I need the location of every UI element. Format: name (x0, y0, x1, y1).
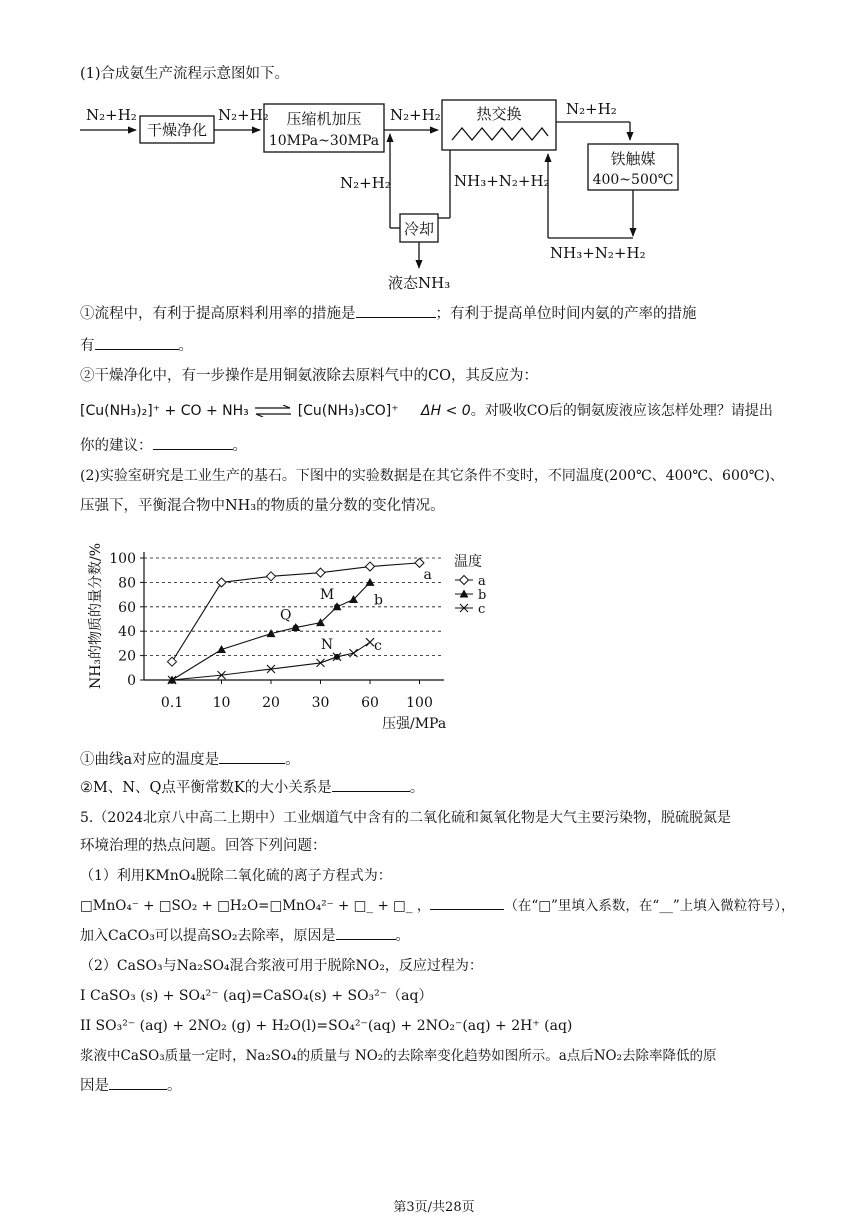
equation-line (80, 401, 773, 421)
marker-diamond (168, 657, 177, 666)
flow-diagram (70, 88, 710, 298)
q5-caco3-end: 。 (395, 928, 410, 944)
q2a-text-2: 。 (285, 752, 300, 768)
label-in-gas: N₂+H₂ (86, 106, 137, 124)
q5-part2: （2）CaSO₃与Na₂SO₄混合浆液可用于脱除NO₂，反应过程为： (80, 958, 483, 974)
label-gas-after-compress: N₂+H₂ (390, 106, 441, 124)
q5-reaction-2: II SO₃²⁻ (aq) + 2NO₂ (g) + H₂O(l)=SO₄²⁻(aq) + 2NO₂⁻(aq) + 2H⁺ (aq) (80, 1018, 573, 1034)
q5-last-text: 因是 (80, 1078, 109, 1094)
y-tick-label: 40 (118, 624, 136, 641)
marker-dot (293, 625, 299, 631)
answer-blank[interactable] (95, 349, 179, 350)
q2b-text-1: ②M、N、Q点平衡常数K的大小关系是 (80, 780, 332, 796)
marker-diamond (460, 576, 469, 585)
x-tick-label: 0.1 (160, 695, 184, 711)
q1a-text-1: ①流程中，有利于提高原料利用率的措施是 (80, 306, 356, 322)
y-tick-label: 80 (118, 575, 136, 592)
q5-eq-text: □MnO₄⁻ + □SO₂ + □H₂O=□MnO₄²⁻ + □_ + □_ ， (80, 898, 431, 914)
nh3-chart (74, 524, 514, 738)
q5-eq-hint: （在“□”里填入系数，在“__”上填入微粒符号）， (504, 898, 795, 914)
marker-diamond (267, 572, 276, 581)
label-dry: 干燥净化 (146, 121, 208, 139)
page-footer: 第3页/共28页 (393, 1200, 475, 1215)
equation-left: [Cu(NH₃)₂]⁺ + CO + NH₃ (80, 403, 249, 419)
y-tick-label: 20 (118, 648, 136, 665)
label-mix-down: NH₃+N₂+H₂ (454, 172, 550, 190)
answer-blank[interactable] (356, 317, 436, 318)
q1b-text-1: 你的建议： (80, 438, 153, 454)
marker-cross (366, 638, 374, 646)
series-label-a: a (423, 566, 432, 583)
q5-reaction-1: I CaSO₃ (s) + SO₄²⁻ (aq)=CaSO₄(s) + SO₃²⁻（aq） (80, 988, 433, 1004)
q5-line1: 5.（2024北京八中高二上期中）工业烟道气中含有的二氧化硫和氮氧化物是大气主要污染物，脱硫脱氮是 (80, 810, 731, 826)
q2a-line (80, 750, 300, 770)
answer-blank[interactable] (332, 791, 410, 792)
answer-blank[interactable] (153, 449, 233, 450)
marker-dot (334, 604, 340, 610)
answer-blank[interactable] (336, 939, 396, 940)
q1a-line2 (80, 336, 193, 356)
annotation-Q: Q (280, 607, 292, 624)
q2a-text-1: ①曲线a对应的温度是 (80, 752, 220, 768)
q1b-line3 (80, 436, 247, 456)
series-label-c: c (374, 638, 382, 655)
y-tick-label: 60 (118, 599, 136, 616)
x-tick-label: 10 (212, 695, 231, 711)
label-return-gas: N₂+H₂ (340, 174, 391, 192)
label-catalyst-2: 400~500℃ (592, 172, 674, 188)
x-tick-label: 100 (406, 695, 433, 711)
answer-blank[interactable] (430, 909, 504, 910)
annotation-N: N (320, 636, 334, 653)
equation-dh: ΔH < 0 (421, 403, 471, 419)
q2-line1: (2)实验室研究是工业生产的基石。下图中的实验数据是在其它条件不变时，不同温度(200℃、400℃、600℃)、 (80, 468, 784, 484)
q2b-line (80, 778, 424, 798)
marker-diamond (217, 578, 226, 587)
label-gas-to-catalyst: N₂+H₂ (566, 100, 617, 118)
q5-equation-line (80, 896, 794, 916)
series-label-b: b (374, 592, 383, 609)
label-gas-after-dry: N₂+H₂ (218, 106, 269, 124)
marker-diamond (366, 562, 375, 571)
q5-line2: 环境治理的热点问题。回答下列问题： (80, 838, 327, 854)
q2-line2: 压强下，平衡混合物中NH₃的物质的量分数的变化情况。 (80, 498, 445, 514)
label-cool: 冷却 (403, 220, 435, 238)
q5-part1: （1）利用KMnO₄脱除二氧化硫的离子方程式为： (80, 868, 392, 884)
label-catalyst-1: 铁触媒 (610, 150, 656, 168)
label-mix-bottom: NH₃+N₂+H₂ (550, 244, 646, 262)
answer-blank[interactable] (219, 763, 285, 764)
q1a-line1 (80, 304, 697, 324)
annotation-M: M (319, 586, 335, 603)
q1b-line1: ②干燥净化中，有一步操作是用铜氨液除去原料气中的CO，其反应为： (80, 368, 538, 384)
q1b-text-2: 。 (232, 438, 247, 454)
y-tick-label: 0 (127, 673, 136, 689)
legend-label-c: c (478, 602, 486, 617)
chart-ylabel: NH₃的物质的量分数/% (88, 542, 104, 690)
q5-last-end: 。 (167, 1078, 182, 1094)
equilibrium-arrow-icon (253, 405, 293, 417)
legend-label-a: a (478, 574, 486, 589)
legend-title: 温度 (454, 554, 482, 570)
q1-intro: (1)合成氨生产流程示意图如下。 (80, 66, 290, 82)
label-compress-2: 10MPa~30MPa (268, 133, 380, 149)
marker-cross (350, 649, 358, 657)
label-heat-exchange: 热交换 (476, 105, 522, 123)
q1a-text-3: 有 (80, 338, 95, 354)
label-compress-1: 压缩机加压 (286, 110, 362, 128)
legend-label-b: b (478, 588, 487, 603)
q2b-text-2: 。 (409, 780, 425, 796)
marker-dot (334, 654, 340, 660)
label-liquid-nh3: 液态NH₃ (388, 274, 451, 292)
marker-diamond (316, 568, 325, 577)
q1a-text-2: ；有利于提高单位时间内氨的产率的措施 (435, 306, 697, 322)
answer-blank[interactable] (109, 1089, 167, 1090)
chart-xlabel: 压强/MPa (382, 716, 447, 732)
marker-triangle (366, 578, 375, 586)
x-tick-label: 20 (262, 695, 280, 711)
q5-last-line2 (80, 1076, 182, 1096)
equation-right: [Cu(NH₃)₃CO]⁺ (297, 403, 399, 419)
x-tick-label: 60 (361, 695, 379, 711)
series-line-a (172, 563, 420, 662)
x-tick-label: 30 (311, 695, 330, 711)
q1a-text-4: 。 (178, 338, 193, 354)
equation-after: 。对吸收CO后的铜氨废液应该怎样处理？请提出 (470, 403, 773, 419)
q5-last-line1: 浆液中CaSO₃质量一定时，Na₂SO₄的质量与 NO₂的去除率变化趋势如图所示。a点后NO₂去除率降低的原 (80, 1048, 717, 1064)
q5-caco3-text: 加入CaCO₃可以提高SO₂去除率，原因是 (80, 928, 336, 944)
q5-caco3-line (80, 926, 410, 946)
y-tick-label: 100 (109, 551, 136, 567)
